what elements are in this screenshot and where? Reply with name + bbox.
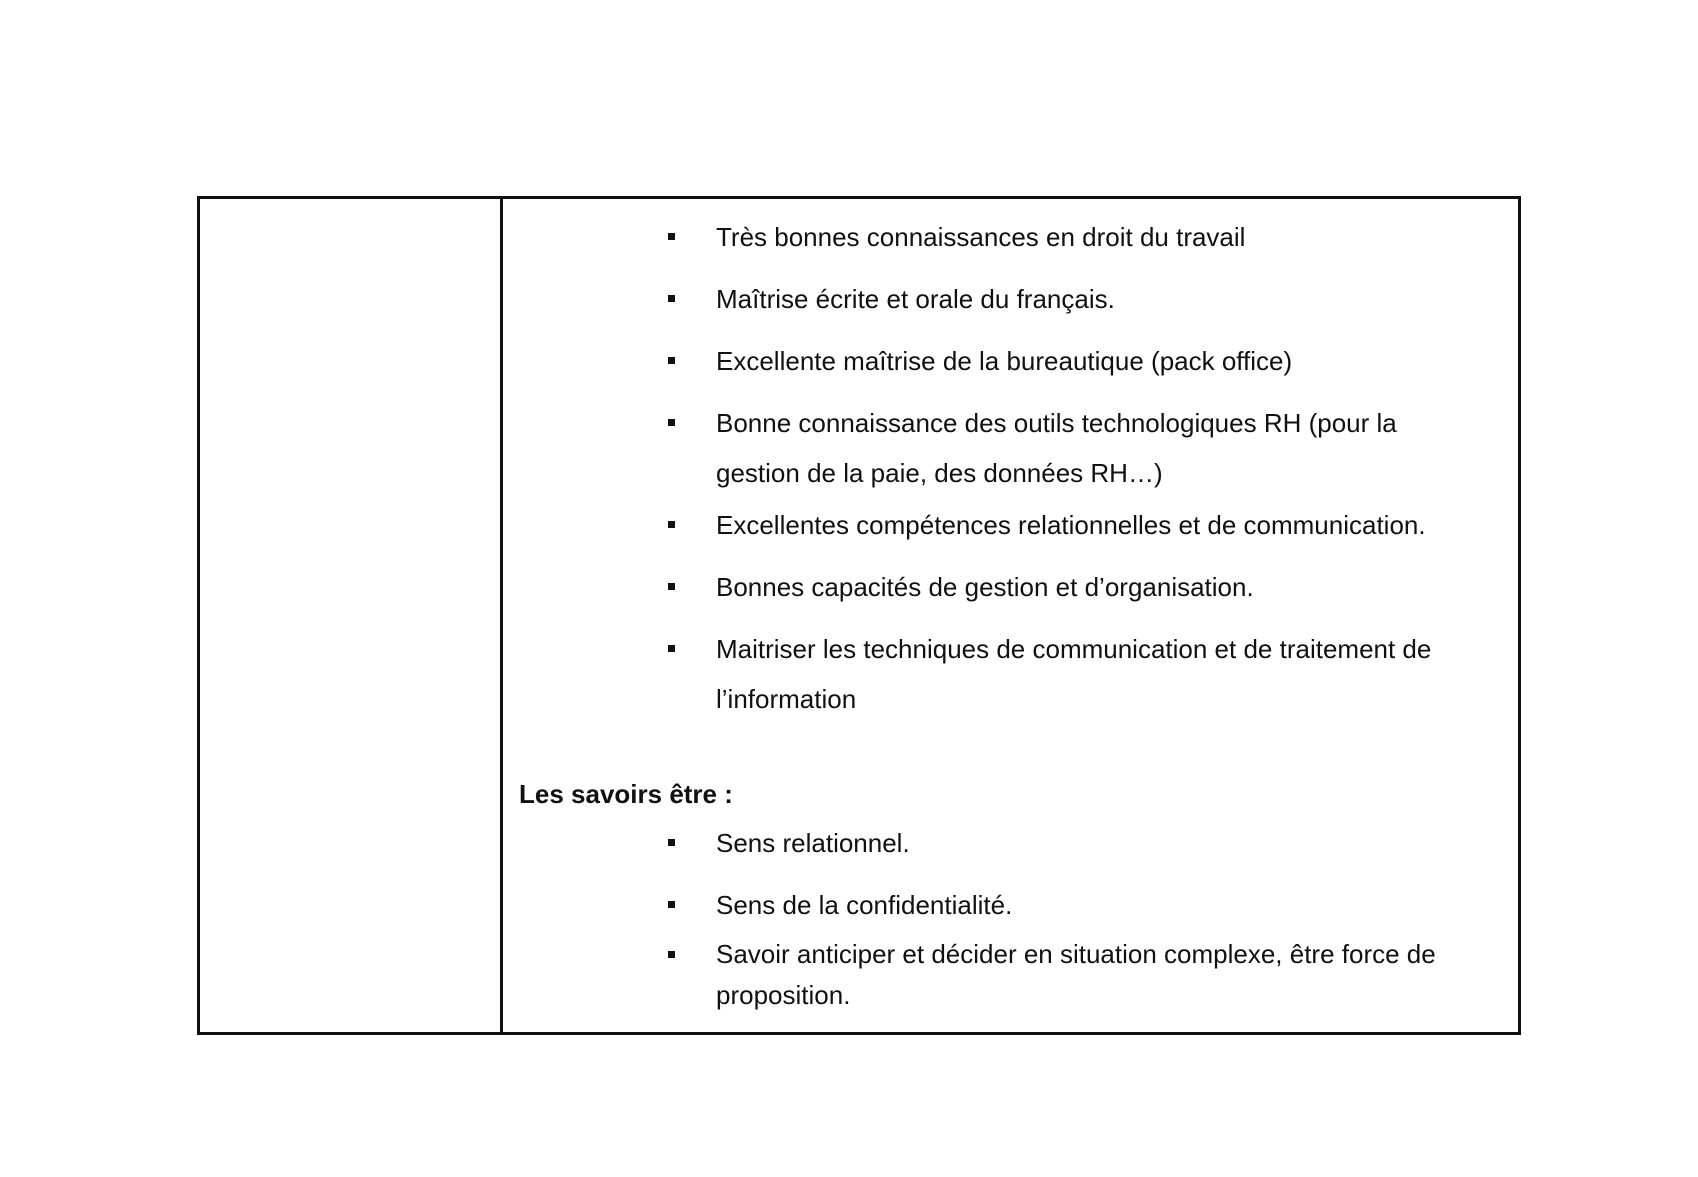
- square-bullet-icon: [668, 521, 675, 528]
- square-bullet-icon: [668, 645, 675, 652]
- square-bullet-icon: [668, 839, 675, 846]
- square-bullet-icon: [668, 295, 675, 302]
- square-bullet-icon: [668, 233, 675, 240]
- square-bullet-icon: [668, 357, 675, 364]
- square-bullet-icon: [668, 583, 675, 590]
- list-item-text: Sens relationnel.: [716, 828, 910, 858]
- list-item-text: Sens de la confidentialité.: [716, 890, 1013, 920]
- document-table: [197, 196, 1521, 1035]
- list-item-text: Excellente maîtrise de la bureautique (pack office): [716, 346, 1293, 376]
- table-right-cell: [503, 199, 1518, 1032]
- table-left-cell: [200, 199, 503, 1032]
- list-item-text: Excellentes compétences relationnelles et de communication.: [716, 510, 1426, 540]
- list-item-text: Maîtrise écrite et orale du français.: [716, 284, 1115, 314]
- list-item-text-line-2: gestion de la paie, des données RH…): [716, 458, 1163, 488]
- list-item-text: Très bonnes connaissances en droit du travail: [716, 222, 1246, 252]
- list-item-text-line-1: Maitriser les techniques de communication et de traitement de: [716, 634, 1432, 664]
- list-item-text: Bonnes capacités de gestion et d’organisation.: [716, 572, 1254, 602]
- list-item-text-line-2: l’information: [716, 684, 857, 714]
- square-bullet-icon: [668, 419, 675, 426]
- list-item-text-line-1: Bonne connaissance des outils technologiques RH (pour la: [716, 408, 1397, 438]
- square-bullet-icon: [668, 951, 675, 958]
- list-item-text-line-2: proposition.: [716, 980, 851, 1010]
- square-bullet-icon: [668, 901, 675, 908]
- list-item-text-line-1: Savoir anticiper et décider en situation complexe, être force de: [716, 939, 1436, 969]
- section-heading-savoirs-etre: Les savoirs être :: [519, 779, 733, 809]
